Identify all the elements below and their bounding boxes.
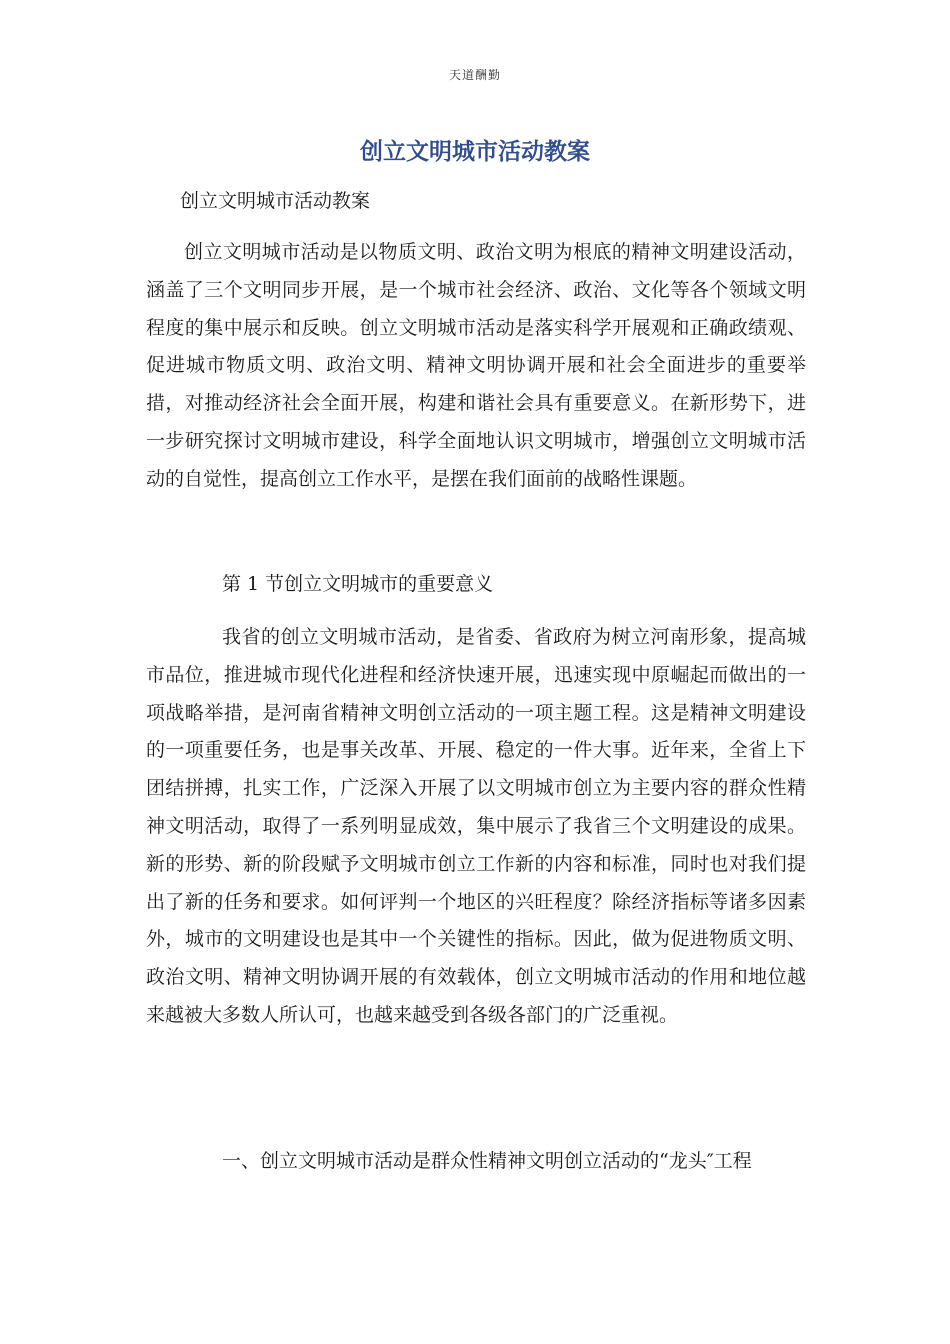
document-subtitle: 创立文明城市活动教案	[180, 190, 371, 212]
page-header: 天道酬勤	[448, 68, 501, 82]
section-heading: 第 1 节创立文明城市的重要意义	[222, 573, 494, 595]
body-paragraph: 我省的创立文明城市活动，是省委、省政府为树立河南形象，提高城市品位，推进城市现代化进程和经济快速开展，迅速实现中原崛起而做出的一项战略举措，是河南省精神文明创立活动的一项主题工程。这是精神文明建设的一项重要任务，也是事关改革、开展、稳定的一件大事。近年来，全省上下团结拼搏，扎实工作，广泛深入开展了以文明城市创立为主要内容的群众性精神文明活动，取得了一系列明显成效，集中展示了我省三个文明建设的成果。新的形势、新的阶段赋予文明城市创立工作新的内容和标准，同时也对我们提出了新的任务和要求。如何评判一个地区的兴旺程度？除经济指标等诸多因素外，城市的文明建设也是其中一个关键性的指标。因此，做为促进物质文明、政治文明、精神文明协调开展的有效载体，创立文明城市活动的作用和地位越来越被大多数人所认可，也越来越受到各级各部门的广泛重视。	[146, 626, 806, 1026]
subheading: 一、创立文明城市活动是群众性精神文明创立活动的“龙头″工程	[222, 1150, 752, 1172]
intro-paragraph: 创立文明城市活动是以物质文明、政治文明为根底的精神文明建设活动，涵盖了三个文明同步开展，是一个城市社会经济、政治、文化等各个领域文明程度的集中展示和反映。创立文明城市活动是落实科学开展观和正确政绩观、促进城市物质文明、政治文明、精神文明协调开展和社会全面进步的重要举措，对推动经济社会全面开展，构建和谐社会具有重要意义。在新形势下，进一步研究探讨文明城市建设，科学全面地认识文明城市，增强创立文明城市活动的自觉性，提高创立工作水平，是摆在我们面前的战略性课题。	[146, 241, 806, 490]
document-title: 创立文明城市活动教案	[360, 139, 590, 165]
